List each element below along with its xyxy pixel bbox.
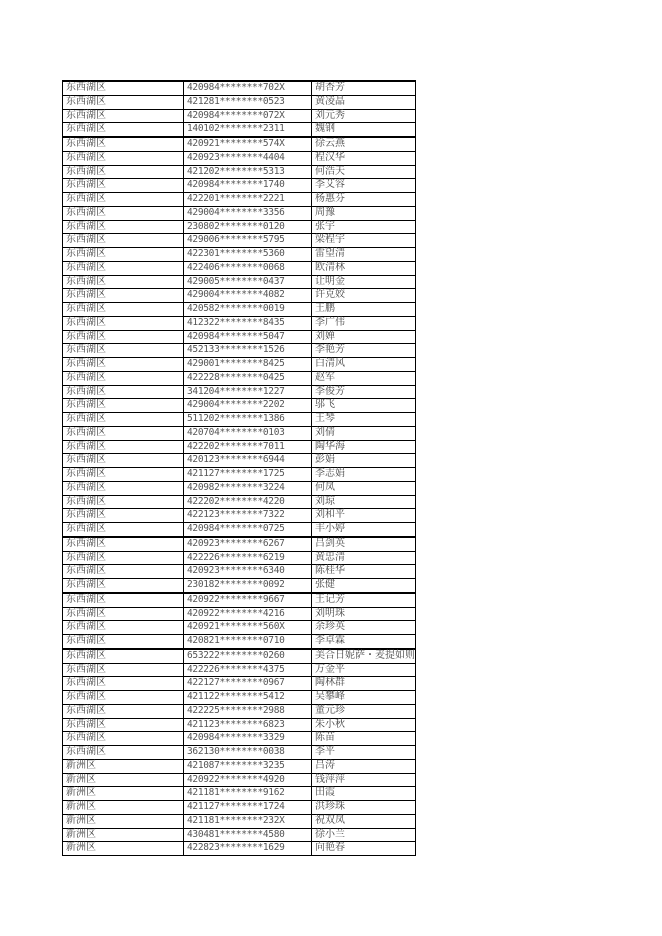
name-cell[interactable]: 李广伟 xyxy=(312,316,416,330)
id-number-cell[interactable]: 362130********0038 xyxy=(184,746,312,760)
name-cell[interactable]: 魏钢 xyxy=(312,123,416,137)
name-cell[interactable]: 李志娟 xyxy=(312,468,416,482)
id-number-cell[interactable]: 420922********4216 xyxy=(184,607,312,621)
name-cell[interactable]: 陶林群 xyxy=(312,677,416,691)
id-number-cell[interactable]: 420982********3224 xyxy=(184,481,312,495)
table-row xyxy=(63,704,416,718)
name-cell[interactable]: 王琴 xyxy=(312,413,416,427)
name-cell[interactable]: 陈苗 xyxy=(312,732,416,746)
district-cell[interactable]: 东西湖区 xyxy=(63,413,184,427)
table-row xyxy=(63,137,416,151)
table-row xyxy=(63,621,416,635)
table-row xyxy=(63,206,416,220)
table-row xyxy=(63,193,416,207)
district-cell[interactable]: 东西湖区 xyxy=(63,481,184,495)
district-cell[interactable]: 东西湖区 xyxy=(63,275,184,289)
district-cell[interactable]: 东西湖区 xyxy=(63,551,184,565)
name-cell[interactable]: 万金平 xyxy=(312,663,416,677)
name-cell[interactable]: 余珍英 xyxy=(312,621,416,635)
name-cell[interactable]: 周豫 xyxy=(312,206,416,220)
id-number-cell[interactable]: 412322********8435 xyxy=(184,316,312,330)
name-cell[interactable]: 李艳芳 xyxy=(312,344,416,358)
district-cell[interactable]: 东西湖区 xyxy=(63,303,184,317)
name-cell[interactable]: 李艾容 xyxy=(312,179,416,193)
id-number-cell[interactable]: 421127********1725 xyxy=(184,468,312,482)
table-row xyxy=(63,814,416,828)
id-number-cell[interactable]: 511202********1386 xyxy=(184,413,312,427)
id-number-cell[interactable]: 230182********0092 xyxy=(184,579,312,593)
table-row xyxy=(63,289,416,303)
id-number-cell[interactable]: 421087********3235 xyxy=(184,759,312,773)
id-number-cell[interactable]: 230802********0120 xyxy=(184,220,312,234)
table-row xyxy=(63,385,416,399)
district-cell[interactable]: 东西湖区 xyxy=(63,371,184,385)
id-number-cell[interactable]: 653222********0260 xyxy=(184,649,312,663)
table-row xyxy=(63,691,416,705)
table-row xyxy=(63,593,416,607)
table-row xyxy=(63,523,416,537)
name-cell[interactable]: 李平 xyxy=(312,746,416,760)
id-number-cell[interactable]: 420923********6340 xyxy=(184,565,312,579)
table-row xyxy=(63,275,416,289)
name-cell[interactable]: 吕涛 xyxy=(312,759,416,773)
table-row xyxy=(63,551,416,565)
id-number-cell[interactable]: 420922********9667 xyxy=(184,593,312,607)
district-cell[interactable]: 东西湖区 xyxy=(63,261,184,275)
table-row xyxy=(63,220,416,234)
id-number-cell[interactable]: 422202********4220 xyxy=(184,495,312,509)
district-cell[interactable]: 东西湖区 xyxy=(63,358,184,372)
id-number-cell[interactable]: 420984********072X xyxy=(184,109,312,123)
name-cell[interactable]: 赵军 xyxy=(312,371,416,385)
district-cell[interactable]: 东西湖区 xyxy=(63,289,184,303)
table-row xyxy=(63,426,416,440)
name-cell[interactable]: 杨惠芬 xyxy=(312,193,416,207)
table-row xyxy=(63,842,416,856)
table-row xyxy=(63,95,416,109)
name-cell[interactable]: 张健 xyxy=(312,579,416,593)
district-cell[interactable]: 东西湖区 xyxy=(63,399,184,413)
table-row xyxy=(63,718,416,732)
district-cell[interactable]: 新洲区 xyxy=(63,787,184,801)
name-cell[interactable]: 白清风 xyxy=(312,358,416,372)
name-cell[interactable]: 陶华海 xyxy=(312,440,416,454)
name-cell[interactable]: 何浩天 xyxy=(312,165,416,179)
table-row xyxy=(63,151,416,165)
district-cell[interactable]: 东西湖区 xyxy=(63,509,184,523)
table-row xyxy=(63,481,416,495)
name-cell[interactable]: 朱小秋 xyxy=(312,718,416,732)
id-number-cell[interactable]: 430481********4580 xyxy=(184,828,312,842)
name-cell[interactable]: 吴攀峰 xyxy=(312,691,416,705)
district-cell[interactable]: 东西湖区 xyxy=(63,220,184,234)
table-row xyxy=(63,109,416,123)
table-row xyxy=(63,399,416,413)
table-row xyxy=(63,759,416,773)
id-number-cell[interactable]: 422201********2221 xyxy=(184,193,312,207)
table-row xyxy=(63,787,416,801)
district-cell[interactable]: 东西湖区 xyxy=(63,621,184,635)
district-cell[interactable]: 东西湖区 xyxy=(63,704,184,718)
name-cell[interactable]: 田霞 xyxy=(312,787,416,801)
table-row xyxy=(63,773,416,787)
id-number-cell[interactable]: 420922********4920 xyxy=(184,773,312,787)
district-cell[interactable]: 东西湖区 xyxy=(63,635,184,649)
name-cell[interactable]: 刘婵 xyxy=(312,330,416,344)
table-row xyxy=(63,801,416,815)
name-cell[interactable]: 让明金 xyxy=(312,275,416,289)
table-row xyxy=(63,579,416,593)
district-cell[interactable]: 东西湖区 xyxy=(63,385,184,399)
table-row xyxy=(63,330,416,344)
table-row xyxy=(63,454,416,468)
name-cell[interactable]: 丰小婷 xyxy=(312,523,416,537)
table-row xyxy=(63,440,416,454)
name-cell[interactable]: 刘琼 xyxy=(312,495,416,509)
name-cell[interactable]: 刘和平 xyxy=(312,509,416,523)
district-cell[interactable]: 东西湖区 xyxy=(63,732,184,746)
id-number-cell[interactable]: 422406********0068 xyxy=(184,261,312,275)
id-number-cell[interactable]: 421281********0523 xyxy=(184,95,312,109)
name-cell[interactable]: 彭娟 xyxy=(312,454,416,468)
district-cell[interactable]: 东西湖区 xyxy=(63,123,184,137)
id-number-cell[interactable]: 420984********702X xyxy=(184,81,312,95)
name-cell[interactable]: 陈桂华 xyxy=(312,565,416,579)
id-number-cell[interactable]: 421181********9162 xyxy=(184,787,312,801)
district-cell[interactable]: 东西湖区 xyxy=(63,151,184,165)
id-number-cell[interactable]: 429004********3356 xyxy=(184,206,312,220)
spreadsheet-table xyxy=(62,80,416,856)
district-cell[interactable]: 东西湖区 xyxy=(63,649,184,663)
district-cell[interactable]: 东西湖区 xyxy=(63,523,184,537)
id-number-cell[interactable]: 420984********1740 xyxy=(184,179,312,193)
table-row xyxy=(63,179,416,193)
district-cell[interactable]: 东西湖区 xyxy=(63,746,184,760)
table-row xyxy=(63,234,416,248)
table-row xyxy=(63,649,416,663)
name-cell[interactable]: 美合日妮萨・麦提如则 xyxy=(312,649,416,663)
district-cell[interactable]: 东西湖区 xyxy=(63,316,184,330)
table-row xyxy=(63,303,416,317)
id-number-cell[interactable]: 420923********4404 xyxy=(184,151,312,165)
district-cell[interactable]: 东西湖区 xyxy=(63,691,184,705)
table-row xyxy=(63,746,416,760)
table-row xyxy=(63,635,416,649)
table-row xyxy=(63,413,416,427)
id-number-cell[interactable]: 420984********3329 xyxy=(184,732,312,746)
district-cell[interactable]: 东西湖区 xyxy=(63,718,184,732)
name-cell[interactable]: 吕剑英 xyxy=(312,537,416,551)
district-cell[interactable]: 新洲区 xyxy=(63,814,184,828)
name-cell[interactable]: 徐小兰 xyxy=(312,828,416,842)
table-row xyxy=(63,248,416,262)
id-number-cell[interactable]: 422202********7011 xyxy=(184,440,312,454)
id-number-cell[interactable]: 420704********0103 xyxy=(184,426,312,440)
district-cell[interactable]: 东西湖区 xyxy=(63,593,184,607)
table-row xyxy=(63,677,416,691)
id-number-cell[interactable]: 420984********5047 xyxy=(184,330,312,344)
district-cell[interactable]: 东西湖区 xyxy=(63,495,184,509)
name-cell[interactable]: 程汉华 xyxy=(312,151,416,165)
district-cell[interactable]: 东西湖区 xyxy=(63,165,184,179)
table-row xyxy=(63,732,416,746)
table-row xyxy=(63,316,416,330)
id-number-cell[interactable]: 429005********0437 xyxy=(184,275,312,289)
district-cell[interactable]: 东西湖区 xyxy=(63,248,184,262)
district-cell[interactable]: 新洲区 xyxy=(63,801,184,815)
district-cell[interactable]: 东西湖区 xyxy=(63,330,184,344)
name-cell[interactable]: 欧清林 xyxy=(312,261,416,275)
name-cell[interactable]: 李俊芳 xyxy=(312,385,416,399)
name-cell[interactable]: 洪珍珠 xyxy=(312,801,416,815)
id-number-cell[interactable]: 420582********0019 xyxy=(184,303,312,317)
table-row xyxy=(63,607,416,621)
district-cell[interactable]: 东西湖区 xyxy=(63,537,184,551)
district-cell[interactable]: 东西湖区 xyxy=(63,663,184,677)
district-cell[interactable]: 东西湖区 xyxy=(63,468,184,482)
id-number-cell[interactable]: 429001********8425 xyxy=(184,358,312,372)
table-row xyxy=(63,81,416,95)
id-number-cell[interactable]: 421123********6823 xyxy=(184,718,312,732)
name-cell[interactable]: 王记芳 xyxy=(312,593,416,607)
name-cell[interactable]: 邬飞 xyxy=(312,399,416,413)
id-number-cell[interactable]: 140102********2311 xyxy=(184,123,312,137)
table-row xyxy=(63,565,416,579)
id-number-cell[interactable]: 422226********4375 xyxy=(184,663,312,677)
district-cell[interactable]: 东西湖区 xyxy=(63,579,184,593)
id-number-cell[interactable]: 422123********7322 xyxy=(184,509,312,523)
district-cell[interactable]: 新洲区 xyxy=(63,773,184,787)
id-number-cell[interactable]: 422127********0967 xyxy=(184,677,312,691)
name-cell[interactable]: 许克姣 xyxy=(312,289,416,303)
name-cell[interactable]: 刘元秀 xyxy=(312,109,416,123)
district-cell[interactable]: 东西湖区 xyxy=(63,607,184,621)
name-cell[interactable]: 何凤 xyxy=(312,481,416,495)
name-cell[interactable]: 向艳春 xyxy=(312,842,416,856)
table-row xyxy=(63,165,416,179)
id-number-cell[interactable]: 421202********5313 xyxy=(184,165,312,179)
district-cell[interactable]: 新洲区 xyxy=(63,759,184,773)
table-row xyxy=(63,537,416,551)
id-number-cell[interactable]: 420921********574X xyxy=(184,137,312,151)
id-number-cell[interactable]: 420984********0725 xyxy=(184,523,312,537)
name-cell[interactable]: 胡杏芳 xyxy=(312,81,416,95)
name-cell[interactable]: 钱萍萍 xyxy=(312,773,416,787)
name-cell[interactable]: 刘明珠 xyxy=(312,607,416,621)
id-number-cell[interactable]: 422823********1629 xyxy=(184,842,312,856)
table-row xyxy=(63,828,416,842)
id-number-cell[interactable]: 420921********560X xyxy=(184,621,312,635)
table-row xyxy=(63,495,416,509)
district-cell[interactable]: 东西湖区 xyxy=(63,565,184,579)
district-cell[interactable]: 东西湖区 xyxy=(63,234,184,248)
id-number-cell[interactable]: 422225********2988 xyxy=(184,704,312,718)
id-number-cell[interactable]: 420821********0710 xyxy=(184,635,312,649)
district-cell[interactable]: 东西湖区 xyxy=(63,95,184,109)
name-cell[interactable]: 祝双凤 xyxy=(312,814,416,828)
id-number-cell[interactable]: 422228********0425 xyxy=(184,371,312,385)
id-number-cell[interactable]: 421127********1724 xyxy=(184,801,312,815)
district-cell[interactable]: 东西湖区 xyxy=(63,137,184,151)
table-row xyxy=(63,509,416,523)
table-row xyxy=(63,371,416,385)
table-row xyxy=(63,358,416,372)
district-cell[interactable]: 东西湖区 xyxy=(63,440,184,454)
district-cell[interactable]: 东西湖区 xyxy=(63,109,184,123)
name-cell[interactable]: 张宇 xyxy=(312,220,416,234)
table-row xyxy=(63,663,416,677)
district-cell[interactable]: 东西湖区 xyxy=(63,426,184,440)
table-row xyxy=(63,468,416,482)
district-cell[interactable]: 东西湖区 xyxy=(63,206,184,220)
district-cell[interactable]: 东西湖区 xyxy=(63,81,184,95)
district-cell[interactable]: 东西湖区 xyxy=(63,179,184,193)
district-cell[interactable]: 东西湖区 xyxy=(63,193,184,207)
name-cell[interactable]: 刘倩 xyxy=(312,426,416,440)
id-number-cell[interactable]: 429006********5795 xyxy=(184,234,312,248)
id-number-cell[interactable]: 422301********5360 xyxy=(184,248,312,262)
id-number-cell[interactable]: 422226********6219 xyxy=(184,551,312,565)
id-number-cell[interactable]: 421181********232X xyxy=(184,814,312,828)
name-cell[interactable]: 李卓霖 xyxy=(312,635,416,649)
table-row xyxy=(63,123,416,137)
district-cell[interactable]: 东西湖区 xyxy=(63,344,184,358)
district-cell[interactable]: 东西湖区 xyxy=(63,677,184,691)
name-cell[interactable]: 黄忠清 xyxy=(312,551,416,565)
id-number-cell[interactable]: 341204********1227 xyxy=(184,385,312,399)
name-cell[interactable]: 董元珍 xyxy=(312,704,416,718)
id-number-cell[interactable]: 429004********4082 xyxy=(184,289,312,303)
district-cell[interactable]: 东西湖区 xyxy=(63,454,184,468)
table-row xyxy=(63,261,416,275)
district-cell[interactable]: 新洲区 xyxy=(63,828,184,842)
name-cell[interactable]: 徐云燕 xyxy=(312,137,416,151)
name-cell[interactable]: 梁程宇 xyxy=(312,234,416,248)
name-cell[interactable]: 王鹏 xyxy=(312,303,416,317)
name-cell[interactable]: 雷望清 xyxy=(312,248,416,262)
id-number-cell[interactable]: 420923********6267 xyxy=(184,537,312,551)
id-number-cell[interactable]: 452133********1526 xyxy=(184,344,312,358)
id-number-cell[interactable]: 420123********6944 xyxy=(184,454,312,468)
id-number-cell[interactable]: 429004********2202 xyxy=(184,399,312,413)
table-row xyxy=(63,344,416,358)
id-number-cell[interactable]: 421122********5412 xyxy=(184,691,312,705)
name-cell[interactable]: 黄凌晶 xyxy=(312,95,416,109)
district-cell[interactable]: 新洲区 xyxy=(63,842,184,856)
